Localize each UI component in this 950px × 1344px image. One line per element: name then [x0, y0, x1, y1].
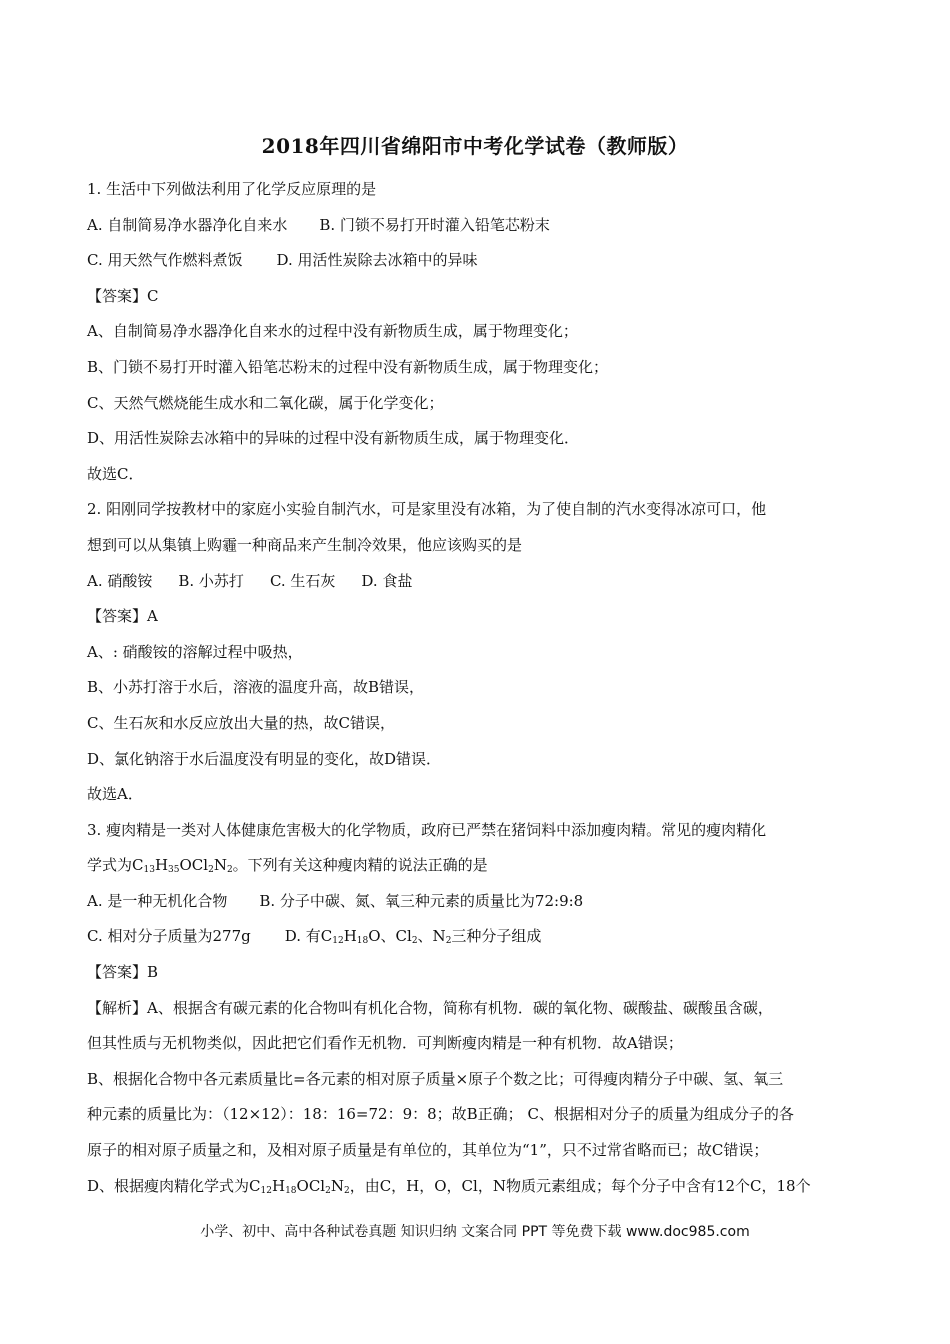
- q3-options-cd: [87, 927, 867, 963]
- q1-conclusion: 故选C．: [87, 464, 144, 483]
- q3-stem-text: 。下列有关这种瘦肉精的说法正确的是: [232, 856, 488, 875]
- q2-option-c: C. 生石灰: [269, 571, 336, 590]
- q3-option-a: A. 是一种无机化合物: [87, 891, 228, 910]
- q2-option-a: A. 硝酸铵: [87, 571, 153, 590]
- q3-explanation-line3: B、根据化合物中各元素质量比=各元素的相对原子质量×原子个数之比；可得瘦肉精分子中碳、氢、氧三: [87, 1069, 784, 1088]
- formula-element: OCl: [179, 856, 209, 875]
- q3-option-d: [285, 927, 542, 945]
- formula-subscript: 18: [285, 1185, 297, 1196]
- q3-option-b: B. 分子中碳、氮、氧三种元素的质量比为72:9:8: [259, 891, 584, 910]
- q3-stem-text: 学式为: [87, 856, 133, 875]
- q1-option-d: D. 用活性炭除去冰箱中的异味: [276, 251, 478, 270]
- q1-option-a: A. 自制简易净水器净化自来水: [87, 215, 288, 234]
- q2-option-b: B. 小苏打: [178, 571, 244, 590]
- formula-element: 、N: [417, 927, 446, 946]
- document-body: [87, 180, 867, 1212]
- formula-subscript: 2: [208, 865, 214, 876]
- q1-stem: 1. 生活中下列做法利用了化学反应原理的是: [87, 180, 377, 198]
- q2-conclusion: 故选A．: [87, 785, 143, 804]
- q1-explanation-a: A、自制简易净水器净化自来水的过程中没有新物质生成，属于物理变化；: [87, 322, 578, 341]
- formula: [132, 856, 233, 874]
- formula-subscript: 35: [168, 865, 180, 876]
- formula-subscript: 12: [260, 1185, 272, 1196]
- q2-explanation-b: B、小苏打溶于水后，溶液的温度升高，故B错误，: [87, 678, 425, 697]
- q3-explanation-line4: 种元素的质量比为：（12×12）：18：16=72：9：8；故B正确； C、根据相对分子的质量为组成分子的各: [87, 1105, 794, 1124]
- formula-subscript: 12: [332, 936, 344, 947]
- formula-subscript: 2: [325, 1185, 331, 1196]
- q2-options: [87, 572, 867, 608]
- page-title: 2018年四川省绵阳市中考化学试卷（教师版）: [261, 134, 689, 158]
- formula-subscript: 13: [143, 865, 155, 876]
- q2-answer: 【答案】A: [87, 607, 158, 626]
- q1-explanation-d: D、用活性炭除去冰箱中的异味的过程中没有新物质生成，属于物理变化．: [87, 429, 580, 448]
- q3-option-c: C. 相对分子质量为277g: [87, 927, 251, 946]
- q2-stem-line1: 2. 阳刚同学按教材中的家庭小实验自制汽水，可是家里没有冰箱，为了使自制的汽水变得冰凉可口，他: [87, 500, 767, 519]
- q2-option-d: D. 食盐: [361, 571, 413, 590]
- q1-answer: 【答案】C: [87, 286, 159, 305]
- option-text: D. 有: [284, 927, 321, 946]
- q1-explanation-c: C、天然气燃烧能生成水和二氧化碳，属于化学变化；: [87, 393, 444, 412]
- q3-stem-line1: 3. 瘦肉精是一类对人体健康危害极大的化学物质，政府已严禁在猪饲料中添加瘦肉精。常见的瘦肉精化: [87, 820, 767, 839]
- formula-subscript: 2: [226, 865, 233, 876]
- formula-element: N: [330, 1176, 344, 1195]
- q2-explanation-a: A、: 硝酸铵的溶解过程中吸热，: [87, 642, 303, 661]
- formula-element: OCl: [296, 1176, 326, 1195]
- q3-explanation-line6: [87, 1177, 867, 1213]
- formula-subscript: 18: [356, 936, 369, 947]
- explanation-text: ，由C，H，O，Cl，N物质元素组成；每个分子中含有12个C，18个: [349, 1176, 811, 1195]
- q3-explanation-line5: 原子的相对原子质量之和，及相对原子质量是有单位的，其单位为“1”，只不过常省略而已；故C错误；: [87, 1141, 769, 1160]
- option-text: 三种分子组成: [451, 927, 542, 946]
- formula-element: H: [154, 856, 169, 875]
- q2-explanation-d: D、氯化钠溶于水后温度没有明显的变化，故D错误．: [87, 749, 442, 768]
- q2-explanation-c: C、生石灰和水反应放出大量的热，故C错误，: [87, 713, 395, 732]
- page-footer: 小学、初中、高中各种试卷真题 知识归纳 文案合同 PPT 等免费下载 www.doc985.com: [200, 1224, 750, 1240]
- formula-element: C: [132, 856, 144, 875]
- q1-option-b: B. 门锁不易打开时灌入铅笔芯粉末: [319, 215, 550, 234]
- q1-options-ab: [87, 216, 867, 252]
- q1-options-cd: [87, 251, 867, 287]
- q3-explanation-line2: 但其性质与无机物类似，因此把它们看作无机物．可判断瘦肉精是一种有机物．故A错误；: [87, 1034, 683, 1053]
- formula-element: O、Cl: [368, 927, 412, 946]
- q1-explanation-b: B、门锁不易打开时灌入铅笔芯粉末的过程中没有新物质生成，属于物理变化；: [87, 357, 609, 376]
- q2-stem-line2: 想到可以从集镇上购霾一种商品来产生制冷效果，他应该购买的是: [87, 535, 523, 554]
- formula-subscript: 2: [411, 936, 418, 947]
- formula-subscript: 2: [343, 1185, 350, 1196]
- formula-element: N: [213, 856, 227, 875]
- q3-stem-line2: [87, 856, 867, 892]
- formula-element: H: [271, 1176, 286, 1195]
- q3-explanation-line1: 【解析】A、根据含有碳元素的化合物叫有机化合物，简称有机物．碳的氧化物、碳酸盐、碳酸虽含碳，: [87, 998, 773, 1017]
- formula-element: C: [320, 927, 333, 946]
- formula-element: H: [343, 927, 357, 946]
- explanation-text: D、根据瘦肉精化学式为C: [87, 1176, 261, 1195]
- formula-subscript: 2: [445, 936, 452, 947]
- q1-option-c: C. 用天然气作燃料煮饭: [87, 251, 243, 270]
- q3-options-ab: [87, 892, 867, 928]
- q3-answer: 【答案】B: [87, 963, 159, 982]
